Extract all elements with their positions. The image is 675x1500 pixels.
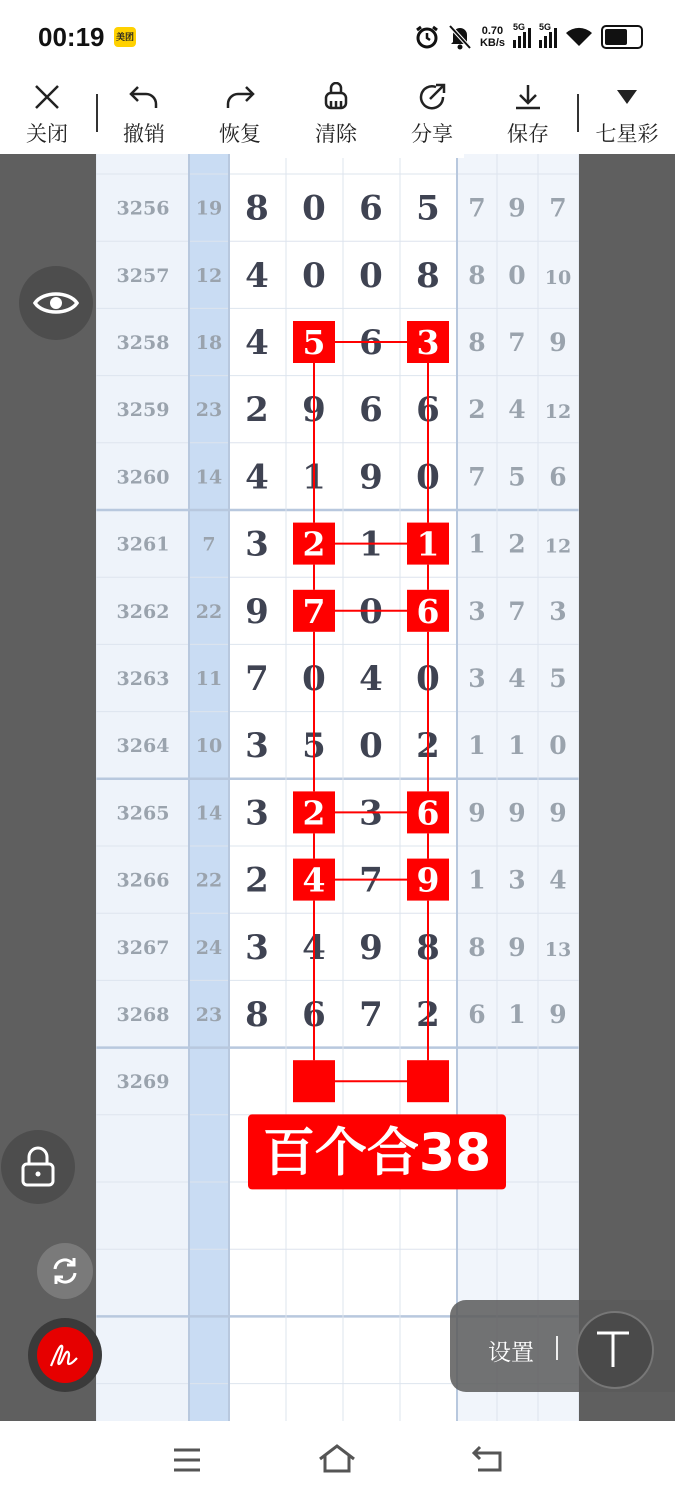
save-label: 保存 — [507, 123, 549, 146]
digit-sum: 7 — [202, 533, 216, 556]
winning-digit: 4 — [245, 457, 269, 498]
signal-1-icon: 5G — [513, 26, 531, 48]
menu-icon[interactable] — [172, 1447, 202, 1473]
winning-digit: 0 — [359, 726, 383, 767]
winning-digit: 2 — [416, 726, 440, 767]
share-icon — [417, 82, 447, 112]
rotate-button[interactable] — [37, 1243, 93, 1299]
digit-sum: 24 — [195, 936, 223, 959]
stat-value: 9 — [549, 328, 567, 357]
period-id: 3258 — [116, 332, 170, 354]
winning-digit: 3 — [245, 726, 269, 767]
winning-digit: 0 — [416, 457, 440, 498]
highlight-box — [407, 1060, 449, 1102]
stat-value: 9 — [468, 798, 486, 828]
winning-digit: 7 — [359, 995, 383, 1035]
winning-digit: 1 — [359, 524, 383, 565]
winning-digit: 6 — [416, 390, 440, 431]
winning-digit: 6 — [359, 390, 383, 431]
winning-digit: 0 — [302, 188, 326, 229]
settings-divider — [556, 1336, 558, 1360]
stat-value: 2 — [508, 529, 526, 559]
period-id: 3264 — [116, 735, 170, 758]
digit-sum: 14 — [195, 466, 223, 489]
winning-digit: 4 — [359, 659, 383, 699]
stat-value: 0 — [549, 731, 567, 761]
stat-value: 3 — [508, 865, 526, 895]
back-icon[interactable] — [472, 1445, 504, 1473]
redo-label: 恢复 — [219, 123, 261, 146]
digit-sum: 19 — [195, 197, 223, 220]
redo-button[interactable] — [200, 78, 280, 148]
winning-digit: 5 — [302, 726, 326, 767]
toolbar-divider — [577, 94, 579, 132]
status-time: 00:19 — [38, 22, 105, 52]
winning-digit: 7 — [359, 860, 383, 901]
stat-value: 5 — [508, 462, 526, 492]
stat-value: 9 — [508, 193, 526, 223]
period-id: 3256 — [116, 197, 170, 220]
winning-digit: 9 — [302, 390, 326, 431]
stat-value: 7 — [468, 193, 486, 223]
digit-sum: 18 — [195, 332, 223, 354]
winning-digit: 0 — [302, 659, 326, 699]
period-id: 3267 — [116, 936, 170, 959]
stat-value: 3 — [468, 596, 486, 626]
share-button[interactable] — [392, 78, 472, 148]
lottery-type-selector[interactable] — [587, 78, 667, 148]
stat-value: 8 — [468, 328, 486, 357]
pen-color-swatch — [37, 1327, 93, 1383]
stat-value: 0 — [508, 260, 526, 290]
winning-digit: 3 — [359, 793, 383, 834]
right-side-panel — [579, 154, 675, 1421]
settings-label[interactable]: 设置 — [488, 1339, 534, 1365]
battery-icon — [601, 25, 643, 49]
winning-digit: 4 — [245, 323, 269, 363]
mute-bell-icon — [448, 24, 472, 50]
net-speed: 0.70 KB/s — [479, 25, 505, 49]
highlighted-digit: 6 — [416, 793, 440, 833]
stat-value: 2 — [468, 395, 486, 425]
stat-value: 7 — [549, 193, 567, 223]
winning-digit: 8 — [416, 255, 440, 296]
stat-value: 6 — [549, 462, 567, 492]
highlighted-digit: 4 — [302, 860, 326, 900]
winning-digit: 3 — [245, 927, 269, 968]
winning-digit: 9 — [359, 457, 383, 498]
close-button[interactable] — [7, 78, 87, 148]
lock-button[interactable] — [1, 1130, 75, 1204]
highlighted-digit: 2 — [302, 524, 326, 564]
digit-sum: 14 — [195, 802, 223, 825]
stat-value: 12 — [544, 401, 572, 424]
stat-value: 8 — [468, 260, 486, 290]
winning-digit: 1 — [302, 457, 326, 498]
period-id: 3261 — [116, 533, 170, 556]
period-id: 3269 — [116, 1071, 170, 1094]
winning-digit: 5 — [416, 188, 440, 229]
stat-value: 10 — [544, 266, 572, 289]
trend-chart-svg[interactable] — [96, 154, 579, 1421]
stat-value: 3 — [468, 664, 486, 693]
stat-value: 5 — [549, 664, 567, 693]
winning-digit: 4 — [302, 927, 326, 968]
period-id: 3263 — [116, 668, 170, 690]
stat-value: 1 — [468, 529, 486, 559]
clear-label: 清除 — [315, 123, 357, 146]
lock-icon — [20, 1146, 56, 1188]
highlight-box — [293, 1060, 335, 1102]
winning-digit: 0 — [359, 591, 383, 632]
home-icon[interactable] — [318, 1443, 356, 1473]
winning-digit: 3 — [245, 793, 269, 834]
stat-value: 9 — [508, 798, 526, 828]
stat-value: 8 — [468, 932, 486, 962]
stat-value: 12 — [544, 535, 572, 558]
winning-digit: 8 — [416, 927, 440, 968]
winning-digit: 0 — [359, 255, 383, 296]
text-t-icon — [578, 1313, 648, 1383]
winning-digit: 2 — [245, 390, 269, 431]
lottery-type-label: 七星彩 — [595, 123, 659, 146]
signature-pen-icon — [48, 1340, 82, 1370]
stat-value: 6 — [468, 1000, 486, 1029]
stat-value: 1 — [508, 731, 526, 761]
stat-value: 9 — [508, 932, 526, 962]
close-icon — [33, 83, 61, 111]
winning-digit: 3 — [245, 524, 269, 565]
stat-value: 4 — [549, 865, 567, 895]
undo-icon — [128, 83, 160, 111]
winning-digit: 6 — [359, 323, 383, 363]
stat-value: 9 — [549, 798, 567, 828]
left-side-panel — [0, 154, 96, 1421]
signal-2-icon: 5G — [539, 26, 557, 48]
period-id: 3259 — [116, 399, 170, 422]
winning-digit: 9 — [245, 591, 269, 632]
save-button[interactable] — [488, 78, 568, 148]
undo-button[interactable] — [104, 78, 184, 148]
winning-digit: 7 — [245, 659, 269, 699]
digit-sum: 11 — [195, 668, 223, 690]
winning-digit: 8 — [245, 188, 269, 229]
eraser-icon — [321, 82, 351, 112]
undo-label: 撤销 — [123, 123, 165, 146]
highlighted-digit: 6 — [416, 591, 440, 631]
wifi-icon — [565, 26, 593, 48]
highlighted-digit: 2 — [302, 793, 326, 833]
highlighted-digit: 5 — [302, 323, 326, 362]
winning-digit: 2 — [245, 860, 269, 901]
stat-value: 1 — [468, 731, 486, 761]
text-tool-button[interactable] — [576, 1311, 654, 1389]
eye-icon — [33, 288, 79, 318]
winning-digit: 8 — [245, 995, 269, 1035]
digit-sum: 22 — [195, 600, 223, 623]
digit-sum: 10 — [195, 735, 223, 758]
meituan-app-icon: 美团 — [114, 27, 136, 47]
winning-digit: 0 — [302, 255, 326, 296]
highlighted-digit: 9 — [416, 860, 440, 900]
share-label: 分享 — [411, 123, 453, 146]
toolbar-divider — [96, 94, 98, 132]
winning-digit: 9 — [359, 927, 383, 968]
redo-icon — [224, 83, 256, 111]
clear-button[interactable] — [296, 78, 376, 148]
highlighted-digit: 7 — [302, 591, 326, 631]
trend-chart-canvas[interactable] — [96, 154, 579, 1421]
dropdown-triangle-icon — [616, 89, 638, 105]
status-bar — [0, 0, 675, 72]
visibility-toggle-button[interactable] — [19, 266, 93, 340]
stat-value: 1 — [468, 865, 486, 895]
status-icons — [414, 20, 643, 54]
stat-value: 3 — [549, 596, 567, 626]
period-id: 3265 — [116, 802, 170, 825]
drawing-toolbar — [0, 72, 675, 154]
period-id: 3257 — [116, 264, 170, 287]
download-icon — [513, 82, 543, 112]
alarm-icon — [414, 24, 440, 50]
winning-digit: 6 — [359, 188, 383, 229]
digit-sum: 23 — [195, 399, 223, 422]
period-id: 3262 — [116, 600, 170, 623]
stat-value: 4 — [508, 395, 526, 425]
period-id: 3268 — [116, 1004, 170, 1026]
winning-digit: 0 — [416, 659, 440, 699]
winning-digit: 4 — [245, 255, 269, 296]
period-id: 3260 — [116, 466, 170, 489]
period-id: 3266 — [116, 869, 170, 892]
annotation-text: 百个合38 — [262, 1123, 492, 1184]
refresh-icon — [49, 1255, 81, 1287]
partial-row — [236, 154, 464, 158]
stat-value: 13 — [544, 938, 572, 961]
close-label: 关闭 — [26, 123, 68, 146]
stat-value: 1 — [508, 1000, 526, 1029]
winning-digit: 2 — [416, 995, 440, 1035]
winning-digit: 6 — [302, 995, 326, 1035]
highlighted-digit: 1 — [416, 524, 440, 564]
stat-value: 7 — [508, 596, 526, 626]
digit-sum: 12 — [195, 264, 223, 287]
stat-value: 4 — [508, 664, 526, 693]
system-nav-bar — [0, 1421, 675, 1500]
stat-value: 9 — [549, 1000, 567, 1029]
digit-sum: 22 — [195, 869, 223, 892]
stat-value: 7 — [468, 462, 486, 492]
digit-sum: 23 — [195, 1004, 223, 1026]
stat-value: 7 — [508, 328, 526, 357]
highlighted-digit: 3 — [416, 323, 440, 362]
pen-tool-button[interactable] — [28, 1318, 102, 1392]
